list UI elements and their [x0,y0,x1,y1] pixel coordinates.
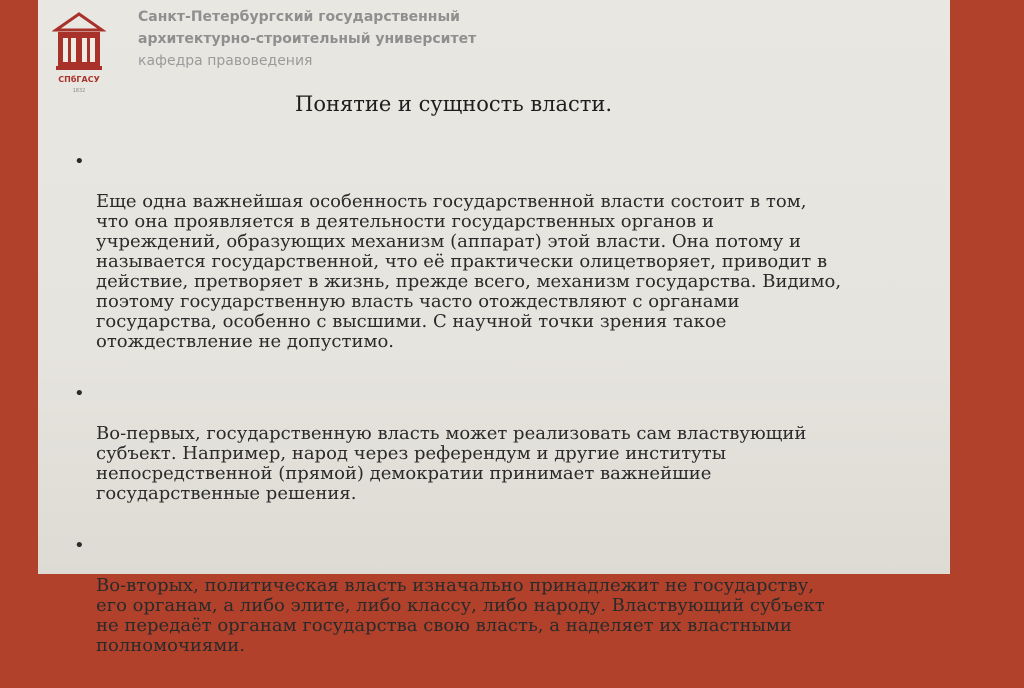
header-university-line1: Санкт-Петербургский государственный [138,9,460,25]
bullet-item [74,536,950,656]
bullet-text: Еще одна важнейшая особенность государственной власти состоит в том, что она проявляется в деятельности государственных органов и учреждений, образующих механизм (аппарат) этой власти. Она потому и называется государственной, что её практически олицетворяет, приводит в действие, претворяет в жизнь, прежде всего, механизм государства. Видимо, поэтому государственную власть часто отождествляют с органами государства, особенно с высшими. С научной точки зрения такое отождествление не допустимо. [96,191,842,352]
bullet-marker: • [74,535,85,556]
bullet-item [74,384,950,504]
slide-content [74,152,950,688]
header-department: кафедра правоведения [138,53,313,69]
university-logo [52,10,106,96]
logo-subtext: 1832 [72,88,86,94]
logo-text: СПбГАСУ [58,75,100,84]
bullet-marker: • [74,383,85,404]
bullet-text: Во-первых, государственную власть может реализовать сам властвующий субъект. Например, народ через референдум и другие институты непосредственной (прямой) демократии принимает важнейшие государственные решения. [96,423,807,504]
slide-title: Понятие и сущность власти. [295,92,613,116]
header-university-line2: архитектурно-строительный университет [138,31,477,47]
bullet-marker: • [74,151,85,172]
slide-header [138,6,476,72]
bullet-item [74,152,950,352]
slide [38,0,950,656]
bullet-text: Во-вторых, политическая власть изначально принадлежит не государству, его органам, а либо элите, либо классу, либо народу. Властвующий субъект не передаёт органам государства свою власть, а наделяет их властными полномочиями. [96,575,825,656]
